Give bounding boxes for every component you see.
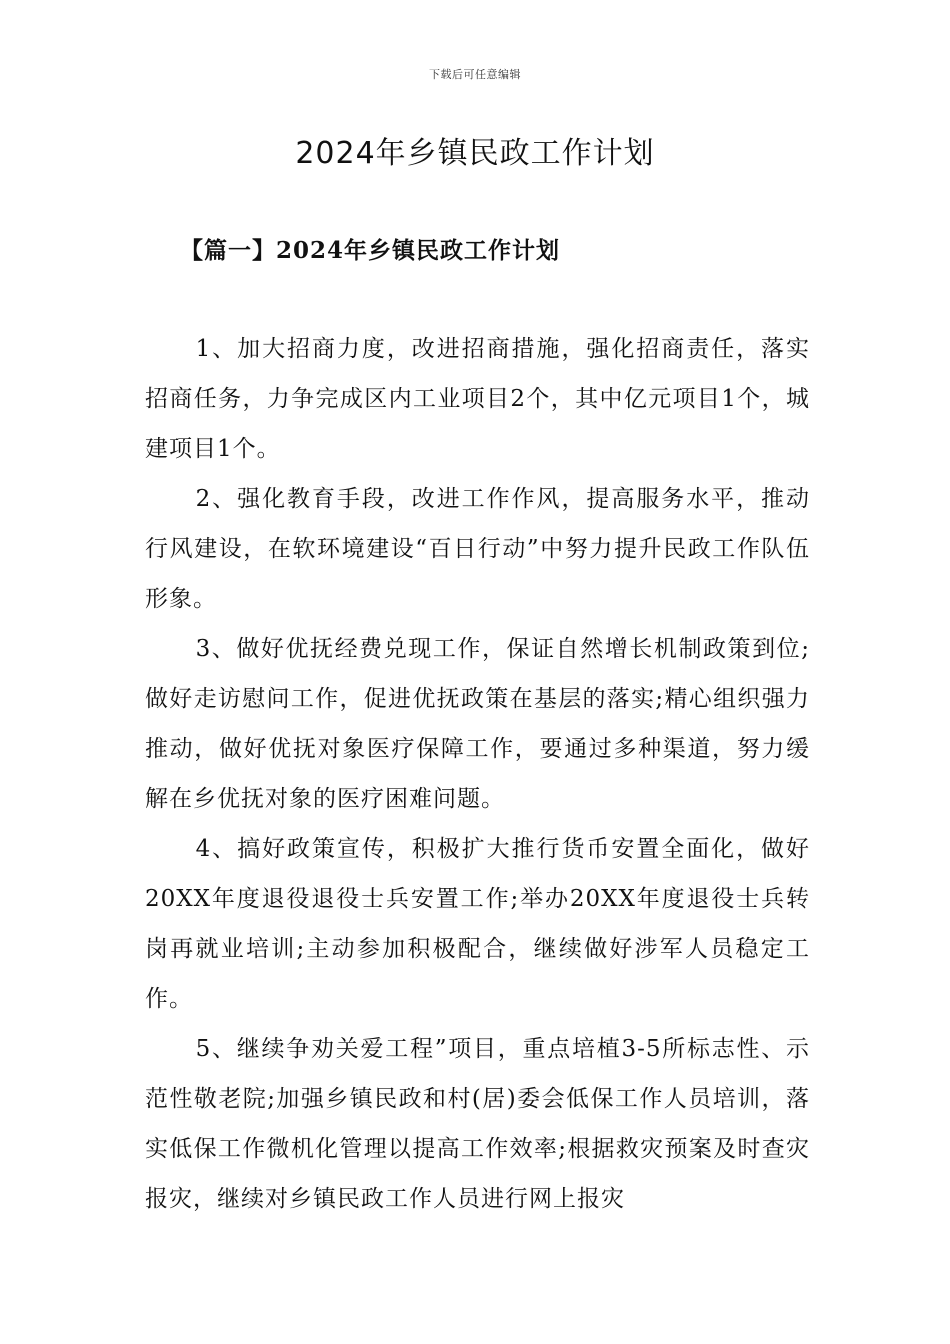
section-heading: 【篇一】2024年乡镇民政工作计划 — [180, 237, 561, 264]
header-note: 下载后可任意编辑 — [429, 68, 521, 81]
paragraph-3: 3、做好优抚经费兑现工作，保证自然增长机制政策到位;做好走访慰问工作，促进优抚政策在基层的落实;精心组织强力推动，做好优抚对象医疗保障工作，要通过多种渠道，努力缓解在乡优抚对象的医疗困难问题。 — [145, 636, 810, 812]
document-body — [145, 324, 810, 1224]
paragraph-5: 5、继续争劝关爱工程”项目，重点培植3-5所标志性、示范性敬老院;加强乡镇民政和村(居)委会低保工作人员培训，落实低保工作微机化管理以提高工作效率;根据救灾预案及时查灾报灾，继续对乡镇民政工作人员进行网上报灾 — [145, 1036, 810, 1212]
paragraph-2: 2、强化教育手段，改进工作作风，提高服务水平，推动行风建设，在软环境建设“百日行动”中努力提升民政工作队伍形象。 — [145, 486, 810, 612]
document-title: 2024年乡镇民政工作计划 — [295, 136, 655, 171]
paragraph-1: 1、加大招商力度，改进招商措施，强化招商责任，落实招商任务，力争完成区内工业项目2个，其中亿元项目1个，城建项目1个。 — [145, 336, 810, 462]
paragraph-4: 4、搞好政策宣传，积极扩大推行货币安置全面化，做好20XX年度退役退役士兵安置工作;举办20XX年度退役士兵转岗再就业培训;主动参加积极配合，继续做好涉军人员稳定工作。 — [145, 836, 810, 1012]
